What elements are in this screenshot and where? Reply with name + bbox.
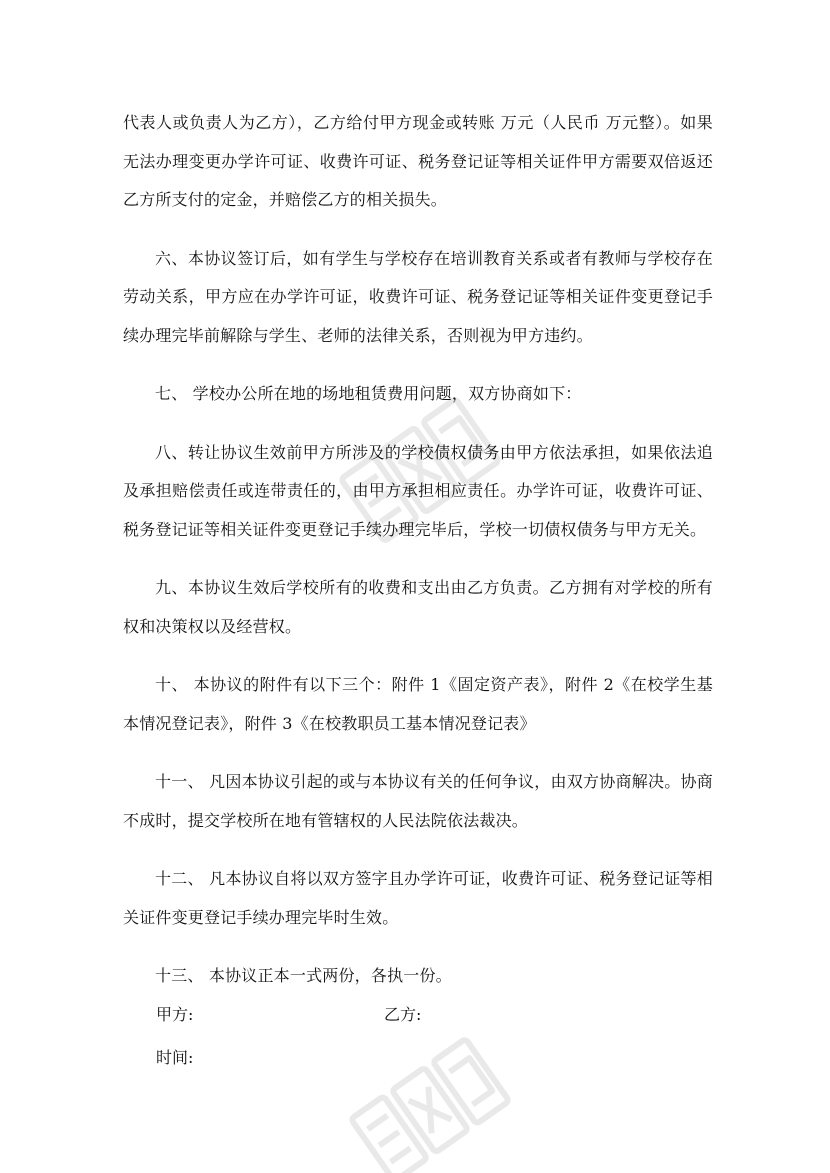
clause-11: 十一、 凡因本协议引起的或与本协议有关的任何争议，由双方协商解决。协商不成时，提交学校所在地有管辖权的人民法院依法裁决。 [123, 772, 713, 830]
time-label: 时间: [156, 1048, 194, 1067]
paragraph-continuation: 代表人或负责人为乙方），乙方给付甲方现金或转账 万元（人民币 万元整）。如果无法办理变更办学许可证、收费许可证、税务登记证等相关证件甲方需要双倍返还乙方所支付的定金，并赔偿乙方的相关损失。 [123, 113, 713, 209]
clause-12: 十二、 凡本协议自将以双方签字且办学许可证，收费许可证、税务登记证等相关证件变更登记手续办理完毕时生效。 [123, 869, 713, 927]
clause-8: 八、转让协议生效前甲方所涉及的学校债权债务由甲方依法承担，如果依法追及承担赔偿责任或连带责任的，由甲方承担相应责任。办学许可证，收费许可证、税务登记证等相关证件变更登记手续办理完毕后，学校一切债权债务与甲方无关。 [123, 442, 713, 539]
clause-9: 九、本协议生效后学校所有的收费和支出由乙方负责。乙方拥有对学校的所有权和决策权以及经营权。 [123, 578, 713, 636]
clause-10: 十、 本协议的附件有以下三个：附件 1《固定资产表》，附件 2《在校学生基本情况登记表》，附件 3《在校教职员工基本情况登记表》 [123, 675, 713, 733]
clause-13: 十三、 本协议正本一式两份，各执一份。 [155, 966, 452, 985]
party-b-label: 乙方: [384, 1005, 422, 1024]
document-body [123, 104, 713, 1016]
clause-7: 七、 学校办公所在地的场地租赁费用问题，双方协商如下： [155, 384, 582, 403]
clause-6: 六、本协议签订后，如有学生与学校存在培训教育关系或者有教师与学校存在劳动关系，甲方应在办学许可证，收费许可证、税务登记证等相关证件变更登记手续办理完毕前解除与学生、老师的法律关系，否则视为甲方违约。 [123, 248, 713, 345]
party-a-label: 甲方: [156, 1005, 194, 1024]
